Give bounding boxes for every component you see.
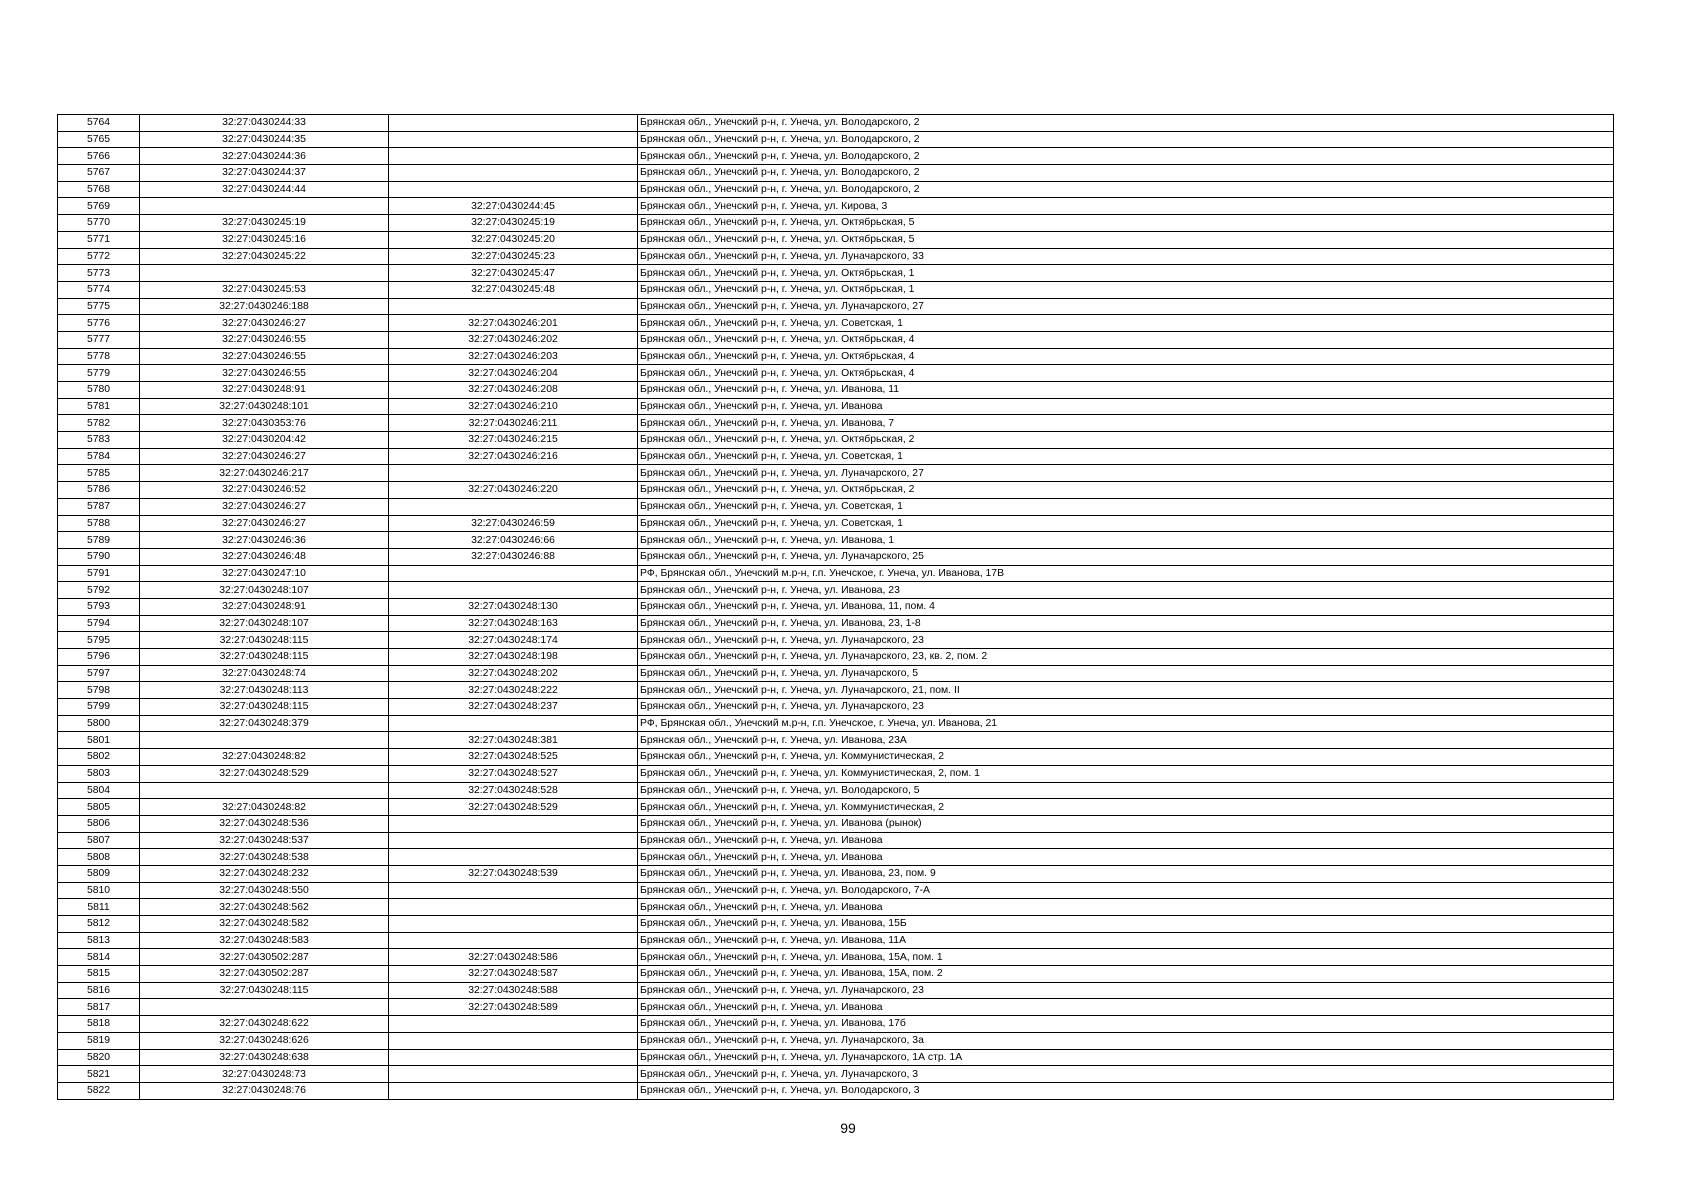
related-cadastral-number-cell: 32:27:0430248:163: [389, 615, 638, 632]
address-cell: Брянская обл., Унечский р-н, г. Унеча, ул. Иванова, 23А: [638, 732, 1614, 749]
row-number-cell: 5773: [58, 265, 140, 282]
address-cell: Брянская обл., Унечский р-н, г. Унеча, ул. Коммунистическая, 2: [638, 749, 1614, 766]
registry-table-body: [58, 115, 1614, 1100]
table-row: [58, 231, 1614, 248]
cadastral-number-cell: 32:27:0430248:115: [140, 699, 389, 716]
related-cadastral-number-cell: 32:27:0430244:45: [389, 198, 638, 215]
table-row: [58, 281, 1614, 298]
row-number-cell: 5780: [58, 382, 140, 399]
table-row: [58, 582, 1614, 599]
cadastral-number-cell: 32:27:0430248:101: [140, 398, 389, 415]
address-cell: Брянская обл., Унечский р-н, г. Унеча, ул. Луначарского, 27: [638, 298, 1614, 315]
table-row: [58, 932, 1614, 949]
row-number-cell: 5774: [58, 281, 140, 298]
related-cadastral-number-cell: [389, 565, 638, 582]
address-cell: Брянская обл., Унечский р-н, г. Унеча, ул. Иванова, 17б: [638, 1016, 1614, 1033]
row-number-cell: 5765: [58, 131, 140, 148]
related-cadastral-number-cell: [389, 932, 638, 949]
table-row: [58, 148, 1614, 165]
address-cell: Брянская обл., Унечский р-н, г. Унеча, ул. Иванова, 7: [638, 415, 1614, 432]
table-row: [58, 1049, 1614, 1066]
address-cell: Брянская обл., Унечский р-н, г. Унеча, ул. Луначарского, 3: [638, 1066, 1614, 1083]
address-cell: Брянская обл., Унечский р-н, г. Унеча, ул. Луначарского, 21, пом. II: [638, 682, 1614, 699]
address-cell: Брянская обл., Унечский р-н, г. Унеча, ул. Иванова, 15А, пом. 1: [638, 949, 1614, 966]
cadastral-number-cell: [140, 732, 389, 749]
table-row: [58, 765, 1614, 782]
cadastral-number-cell: 32:27:0430248:107: [140, 615, 389, 632]
row-number-cell: 5768: [58, 181, 140, 198]
related-cadastral-number-cell: 32:27:0430246:220: [389, 482, 638, 499]
cadastral-number-cell: 32:27:0430245:16: [140, 231, 389, 248]
cadastral-number-cell: 32:27:0430248:538: [140, 849, 389, 866]
table-row: [58, 482, 1614, 499]
related-cadastral-number-cell: 32:27:0430246:201: [389, 315, 638, 332]
table-row: [58, 1082, 1614, 1099]
cadastral-number-cell: 32:27:0430246:36: [140, 532, 389, 549]
address-cell: Брянская обл., Унечский р-н, г. Унеча, ул. Луначарского, 1А стр. 1А: [638, 1049, 1614, 1066]
address-cell: Брянская обл., Унечский р-н, г. Унеча, ул. Советская, 1: [638, 315, 1614, 332]
table-row: [58, 298, 1614, 315]
address-cell: Брянская обл., Унечский р-н, г. Унеча, ул. Октябрьская, 2: [638, 432, 1614, 449]
table-row: [58, 649, 1614, 666]
table-row: [58, 715, 1614, 732]
table-row: [58, 432, 1614, 449]
related-cadastral-number-cell: [389, 148, 638, 165]
table-row: [58, 799, 1614, 816]
address-cell: Брянская обл., Унечский р-н, г. Унеча, ул. Иванова, 11: [638, 382, 1614, 399]
table-row: [58, 248, 1614, 265]
row-number-cell: 5771: [58, 231, 140, 248]
related-cadastral-number-cell: 32:27:0430246:203: [389, 348, 638, 365]
related-cadastral-number-cell: [389, 815, 638, 832]
cadastral-number-cell: 32:27:0430248:115: [140, 982, 389, 999]
related-cadastral-number-cell: 32:27:0430248:586: [389, 949, 638, 966]
address-cell: Брянская обл., Унечский р-н, г. Унеча, ул. Октябрьская, 4: [638, 348, 1614, 365]
related-cadastral-number-cell: 32:27:0430248:222: [389, 682, 638, 699]
cadastral-number-cell: 32:27:0430245:19: [140, 215, 389, 232]
address-cell: Брянская обл., Унечский р-н, г. Унеча, ул. Володарского, 2: [638, 131, 1614, 148]
address-cell: Брянская обл., Унечский р-н, г. Унеча, ул. Луначарского, 23: [638, 982, 1614, 999]
table-row: [58, 632, 1614, 649]
cadastral-number-cell: 32:27:0430248:82: [140, 799, 389, 816]
address-cell: Брянская обл., Унечский р-н, г. Унеча, ул. Советская, 1: [638, 515, 1614, 532]
related-cadastral-number-cell: [389, 715, 638, 732]
table-row: [58, 966, 1614, 983]
cadastral-number-cell: 32:27:0430248:74: [140, 665, 389, 682]
cadastral-number-cell: 32:27:0430248:536: [140, 815, 389, 832]
address-cell: Брянская обл., Унечский р-н, г. Унеча, ул. Коммунистическая, 2: [638, 799, 1614, 816]
row-number-cell: 5821: [58, 1066, 140, 1083]
registry-table: [57, 114, 1614, 1100]
cadastral-number-cell: 32:27:0430248:537: [140, 832, 389, 849]
row-number-cell: 5820: [58, 1049, 140, 1066]
address-cell: РФ, Брянская обл., Унечский м.р-н, г.п. Унечское, г. Унеча, ул. Иванова, 21: [638, 715, 1614, 732]
row-number-cell: 5788: [58, 515, 140, 532]
row-number-cell: 5781: [58, 398, 140, 415]
cadastral-number-cell: 32:27:0430248:379: [140, 715, 389, 732]
cadastral-number-cell: 32:27:0430246:55: [140, 348, 389, 365]
row-number-cell: 5799: [58, 699, 140, 716]
table-row: [58, 815, 1614, 832]
table-row: [58, 832, 1614, 849]
related-cadastral-number-cell: 32:27:0430246:202: [389, 331, 638, 348]
row-number-cell: 5775: [58, 298, 140, 315]
address-cell: Брянская обл., Унечский р-н, г. Унеча, ул. Луначарского, 3а: [638, 1032, 1614, 1049]
table-row: [58, 598, 1614, 615]
row-number-cell: 5772: [58, 248, 140, 265]
address-cell: Брянская обл., Унечский р-н, г. Унеча, ул. Иванова, 11, пом. 4: [638, 598, 1614, 615]
table-row: [58, 565, 1614, 582]
cadastral-number-cell: 32:27:0430244:44: [140, 181, 389, 198]
cadastral-number-cell: 32:27:0430244:35: [140, 131, 389, 148]
row-number-cell: 5795: [58, 632, 140, 649]
cadastral-number-cell: 32:27:0430248:529: [140, 765, 389, 782]
related-cadastral-number-cell: 32:27:0430248:529: [389, 799, 638, 816]
cadastral-number-cell: 32:27:0430502:287: [140, 966, 389, 983]
address-cell: Брянская обл., Унечский р-н, г. Унеча, ул. Володарского, 2: [638, 148, 1614, 165]
related-cadastral-number-cell: 32:27:0430246:216: [389, 448, 638, 465]
table-row: [58, 916, 1614, 933]
related-cadastral-number-cell: [389, 298, 638, 315]
row-number-cell: 5802: [58, 749, 140, 766]
related-cadastral-number-cell: 32:27:0430245:19: [389, 215, 638, 232]
cadastral-number-cell: 32:27:0430248:583: [140, 932, 389, 949]
related-cadastral-number-cell: 32:27:0430248:237: [389, 699, 638, 716]
table-row: [58, 982, 1614, 999]
row-number-cell: 5790: [58, 548, 140, 565]
row-number-cell: 5817: [58, 999, 140, 1016]
row-number-cell: 5793: [58, 598, 140, 615]
cadastral-number-cell: [140, 782, 389, 799]
row-number-cell: 5767: [58, 165, 140, 182]
row-number-cell: 5811: [58, 899, 140, 916]
row-number-cell: 5785: [58, 465, 140, 482]
row-number-cell: 5778: [58, 348, 140, 365]
row-number-cell: 5805: [58, 799, 140, 816]
address-cell: Брянская обл., Унечский р-н, г. Унеча, ул. Коммунистическая, 2, пом. 1: [638, 765, 1614, 782]
cadastral-number-cell: 32:27:0430245:53: [140, 281, 389, 298]
cadastral-number-cell: [140, 265, 389, 282]
address-cell: Брянская обл., Унечский р-н, г. Унеча, ул. Луначарского, 23: [638, 632, 1614, 649]
table-row: [58, 1066, 1614, 1083]
table-row: [58, 949, 1614, 966]
related-cadastral-number-cell: [389, 1082, 638, 1099]
related-cadastral-number-cell: [389, 1032, 638, 1049]
related-cadastral-number-cell: 32:27:0430248:528: [389, 782, 638, 799]
row-number-cell: 5808: [58, 849, 140, 866]
address-cell: Брянская обл., Унечский р-н, г. Унеча, ул. Октябрьская, 5: [638, 231, 1614, 248]
cadastral-number-cell: 32:27:0430502:287: [140, 949, 389, 966]
row-number-cell: 5801: [58, 732, 140, 749]
related-cadastral-number-cell: 32:27:0430246:88: [389, 548, 638, 565]
table-row: [58, 532, 1614, 549]
row-number-cell: 5770: [58, 215, 140, 232]
address-cell: Брянская обл., Унечский р-н, г. Унеча, ул. Володарского, 7-А: [638, 882, 1614, 899]
address-cell: Брянская обл., Унечский р-н, г. Унеча, ул. Володарского, 2: [638, 165, 1614, 182]
cadastral-number-cell: 32:27:0430248:107: [140, 582, 389, 599]
table-row: [58, 398, 1614, 415]
cadastral-number-cell: 32:27:0430248:626: [140, 1032, 389, 1049]
related-cadastral-number-cell: 32:27:0430246:204: [389, 365, 638, 382]
table-row: [58, 865, 1614, 882]
related-cadastral-number-cell: [389, 165, 638, 182]
cadastral-number-cell: [140, 999, 389, 1016]
cadastral-number-cell: 32:27:0430246:55: [140, 331, 389, 348]
table-row: [58, 899, 1614, 916]
table-row: [58, 1032, 1614, 1049]
address-cell: Брянская обл., Унечский р-н, г. Унеча, ул. Иванова: [638, 999, 1614, 1016]
address-cell: Брянская обл., Унечский р-н, г. Унеча, ул. Иванова: [638, 832, 1614, 849]
row-number-cell: 5797: [58, 665, 140, 682]
related-cadastral-number-cell: 32:27:0430248:130: [389, 598, 638, 615]
row-number-cell: 5791: [58, 565, 140, 582]
row-number-cell: 5764: [58, 115, 140, 132]
table-row: [58, 265, 1614, 282]
cadastral-number-cell: 32:27:0430246:217: [140, 465, 389, 482]
related-cadastral-number-cell: 32:27:0430246:66: [389, 532, 638, 549]
address-cell: Брянская обл., Унечский р-н, г. Унеча, ул. Луначарского, 27: [638, 465, 1614, 482]
table-row: [58, 131, 1614, 148]
table-row: [58, 198, 1614, 215]
row-number-cell: 5809: [58, 865, 140, 882]
table-row: [58, 331, 1614, 348]
address-cell: Брянская обл., Унечский р-н, г. Унеча, ул. Луначарского, 23, кв. 2, пом. 2: [638, 649, 1614, 666]
related-cadastral-number-cell: [389, 849, 638, 866]
table-row: [58, 882, 1614, 899]
cadastral-number-cell: 32:27:0430246:48: [140, 548, 389, 565]
row-number-cell: 5800: [58, 715, 140, 732]
related-cadastral-number-cell: 32:27:0430246:215: [389, 432, 638, 449]
cadastral-number-cell: 32:27:0430248:550: [140, 882, 389, 899]
cadastral-number-cell: 32:27:0430248:232: [140, 865, 389, 882]
address-cell: Брянская обл., Унечский р-н, г. Унеча, ул. Володарского, 3: [638, 1082, 1614, 1099]
related-cadastral-number-cell: 32:27:0430248:381: [389, 732, 638, 749]
related-cadastral-number-cell: 32:27:0430248:202: [389, 665, 638, 682]
related-cadastral-number-cell: 32:27:0430248:525: [389, 749, 638, 766]
related-cadastral-number-cell: 32:27:0430246:210: [389, 398, 638, 415]
row-number-cell: 5804: [58, 782, 140, 799]
cadastral-number-cell: 32:27:0430246:55: [140, 365, 389, 382]
cadastral-number-cell: 32:27:0430247:10: [140, 565, 389, 582]
cadastral-number-cell: 32:27:0430353:76: [140, 415, 389, 432]
address-cell: Брянская обл., Унечский р-н, г. Унеча, ул. Володарского, 2: [638, 115, 1614, 132]
table-row: [58, 849, 1614, 866]
row-number-cell: 5810: [58, 882, 140, 899]
row-number-cell: 5782: [58, 415, 140, 432]
table-row: [58, 181, 1614, 198]
cadastral-number-cell: [140, 198, 389, 215]
address-cell: Брянская обл., Унечский р-н, г. Унеча, ул. Октябрьская, 4: [638, 365, 1614, 382]
address-cell: Брянская обл., Унечский р-н, г. Унеча, ул. Володарского, 2: [638, 181, 1614, 198]
row-number-cell: 5786: [58, 482, 140, 499]
table-row: [58, 515, 1614, 532]
address-cell: Брянская обл., Унечский р-н, г. Унеча, ул. Луначарского, 33: [638, 248, 1614, 265]
row-number-cell: 5803: [58, 765, 140, 782]
cadastral-number-cell: 32:27:0430246:27: [140, 498, 389, 515]
address-cell: Брянская обл., Унечский р-н, г. Унеча, ул. Иванова, 23, пом. 9: [638, 865, 1614, 882]
table-row: [58, 615, 1614, 632]
related-cadastral-number-cell: [389, 1016, 638, 1033]
address-cell: Брянская обл., Унечский р-н, г. Унеча, ул. Кирова, 3: [638, 198, 1614, 215]
cadastral-number-cell: 32:27:0430248:638: [140, 1049, 389, 1066]
cadastral-number-cell: 32:27:0430248:115: [140, 649, 389, 666]
table-row: [58, 365, 1614, 382]
related-cadastral-number-cell: 32:27:0430245:20: [389, 231, 638, 248]
address-cell: Брянская обл., Унечский р-н, г. Унеча, ул. Луначарского, 5: [638, 665, 1614, 682]
table-row: [58, 699, 1614, 716]
table-row: [58, 999, 1614, 1016]
related-cadastral-number-cell: [389, 582, 638, 599]
cadastral-number-cell: 32:27:0430248:91: [140, 382, 389, 399]
related-cadastral-number-cell: 32:27:0430248:527: [389, 765, 638, 782]
related-cadastral-number-cell: 32:27:0430248:198: [389, 649, 638, 666]
cadastral-number-cell: 32:27:0430248:91: [140, 598, 389, 615]
cadastral-number-cell: 32:27:0430246:27: [140, 448, 389, 465]
table-row: [58, 682, 1614, 699]
address-cell: Брянская обл., Унечский р-н, г. Унеча, ул. Советская, 1: [638, 448, 1614, 465]
row-number-cell: 5779: [58, 365, 140, 382]
page-number: 99: [840, 1120, 856, 1136]
table-row: [58, 782, 1614, 799]
row-number-cell: 5798: [58, 682, 140, 699]
table-row: [58, 465, 1614, 482]
related-cadastral-number-cell: [389, 131, 638, 148]
table-row: [58, 348, 1614, 365]
cadastral-number-cell: 32:27:0430248:622: [140, 1016, 389, 1033]
row-number-cell: 5815: [58, 966, 140, 983]
cadastral-number-cell: 32:27:0430248:82: [140, 749, 389, 766]
cadastral-number-cell: 32:27:0430248:562: [140, 899, 389, 916]
related-cadastral-number-cell: 32:27:0430248:588: [389, 982, 638, 999]
address-cell: Брянская обл., Унечский р-н, г. Унеча, ул. Иванова (рынок): [638, 815, 1614, 832]
row-number-cell: 5796: [58, 649, 140, 666]
row-number-cell: 5819: [58, 1032, 140, 1049]
row-number-cell: 5766: [58, 148, 140, 165]
related-cadastral-number-cell: [389, 832, 638, 849]
address-cell: Брянская обл., Унечский р-н, г. Унеча, ул. Советская, 1: [638, 498, 1614, 515]
related-cadastral-number-cell: 32:27:0430245:23: [389, 248, 638, 265]
related-cadastral-number-cell: [389, 465, 638, 482]
address-cell: Брянская обл., Унечский р-н, г. Унеча, ул. Иванова, 15А, пом. 2: [638, 966, 1614, 983]
cadastral-number-cell: 32:27:0430204:42: [140, 432, 389, 449]
row-number-cell: 5787: [58, 498, 140, 515]
row-number-cell: 5813: [58, 932, 140, 949]
cadastral-number-cell: 32:27:0430244:36: [140, 148, 389, 165]
cadastral-number-cell: 32:27:0430245:22: [140, 248, 389, 265]
address-cell: Брянская обл., Унечский р-н, г. Унеча, ул. Октябрьская, 1: [638, 281, 1614, 298]
address-cell: Брянская обл., Унечский р-н, г. Унеча, ул. Володарского, 5: [638, 782, 1614, 799]
table-row: [58, 732, 1614, 749]
row-number-cell: 5792: [58, 582, 140, 599]
related-cadastral-number-cell: [389, 916, 638, 933]
cadastral-number-cell: 32:27:0430248:582: [140, 916, 389, 933]
row-number-cell: 5784: [58, 448, 140, 465]
table-row: [58, 665, 1614, 682]
related-cadastral-number-cell: [389, 498, 638, 515]
row-number-cell: 5776: [58, 315, 140, 332]
row-number-cell: 5818: [58, 1016, 140, 1033]
table-row: [58, 1016, 1614, 1033]
address-cell: РФ, Брянская обл., Унечский м.р-н, г.п. Унечское, г. Унеча, ул. Иванова, 17В: [638, 565, 1614, 582]
address-cell: Брянская обл., Унечский р-н, г. Унеча, ул. Иванова, 15Б: [638, 916, 1614, 933]
related-cadastral-number-cell: [389, 882, 638, 899]
related-cadastral-number-cell: 32:27:0430248:539: [389, 865, 638, 882]
address-cell: Брянская обл., Унечский р-н, г. Унеча, ул. Иванова, 23, 1-8: [638, 615, 1614, 632]
related-cadastral-number-cell: 32:27:0430245:47: [389, 265, 638, 282]
row-number-cell: 5783: [58, 432, 140, 449]
row-number-cell: 5789: [58, 532, 140, 549]
cadastral-number-cell: 32:27:0430246:27: [140, 315, 389, 332]
address-cell: Брянская обл., Унечский р-н, г. Унеча, ул. Иванова: [638, 398, 1614, 415]
table-row: [58, 548, 1614, 565]
table-row: [58, 749, 1614, 766]
table-row: [58, 415, 1614, 432]
related-cadastral-number-cell: 32:27:0430248:589: [389, 999, 638, 1016]
table-row: [58, 315, 1614, 332]
table-row: [58, 215, 1614, 232]
related-cadastral-number-cell: 32:27:0430245:48: [389, 281, 638, 298]
table-row: [58, 382, 1614, 399]
address-cell: Брянская обл., Унечский р-н, г. Унеча, ул. Иванова: [638, 899, 1614, 916]
row-number-cell: 5806: [58, 815, 140, 832]
row-number-cell: 5814: [58, 949, 140, 966]
row-number-cell: 5777: [58, 331, 140, 348]
related-cadastral-number-cell: [389, 181, 638, 198]
cadastral-number-cell: 32:27:0430248:76: [140, 1082, 389, 1099]
related-cadastral-number-cell: [389, 899, 638, 916]
cadastral-number-cell: 32:27:0430248:73: [140, 1066, 389, 1083]
related-cadastral-number-cell: 32:27:0430248:174: [389, 632, 638, 649]
address-cell: Брянская обл., Унечский р-н, г. Унеча, ул. Иванова, 11А: [638, 932, 1614, 949]
table-row: [58, 115, 1614, 132]
cadastral-number-cell: 32:27:0430246:52: [140, 482, 389, 499]
row-number-cell: 5807: [58, 832, 140, 849]
related-cadastral-number-cell: 32:27:0430248:587: [389, 966, 638, 983]
related-cadastral-number-cell: [389, 1049, 638, 1066]
cadastral-number-cell: 32:27:0430244:33: [140, 115, 389, 132]
row-number-cell: 5794: [58, 615, 140, 632]
related-cadastral-number-cell: 32:27:0430246:59: [389, 515, 638, 532]
address-cell: Брянская обл., Унечский р-н, г. Унеча, ул. Октябрьская, 1: [638, 265, 1614, 282]
address-cell: Брянская обл., Унечский р-н, г. Унеча, ул. Октябрьская, 2: [638, 482, 1614, 499]
table-row: [58, 448, 1614, 465]
related-cadastral-number-cell: [389, 115, 638, 132]
address-cell: Брянская обл., Унечский р-н, г. Унеча, ул. Иванова, 1: [638, 532, 1614, 549]
address-cell: Брянская обл., Унечский р-н, г. Унеча, ул. Луначарского, 25: [638, 548, 1614, 565]
related-cadastral-number-cell: [389, 1066, 638, 1083]
row-number-cell: 5812: [58, 916, 140, 933]
address-cell: Брянская обл., Унечский р-н, г. Унеча, ул. Октябрьская, 5: [638, 215, 1614, 232]
address-cell: Брянская обл., Унечский р-н, г. Унеча, ул. Иванова: [638, 849, 1614, 866]
table-row: [58, 498, 1614, 515]
cadastral-number-cell: 32:27:0430246:27: [140, 515, 389, 532]
cadastral-number-cell: 32:27:0430248:115: [140, 632, 389, 649]
row-number-cell: 5816: [58, 982, 140, 999]
related-cadastral-number-cell: 32:27:0430246:208: [389, 382, 638, 399]
row-number-cell: 5769: [58, 198, 140, 215]
related-cadastral-number-cell: 32:27:0430246:211: [389, 415, 638, 432]
row-number-cell: 5822: [58, 1082, 140, 1099]
cadastral-number-cell: 32:27:0430244:37: [140, 165, 389, 182]
cadastral-number-cell: 32:27:0430248:113: [140, 682, 389, 699]
address-cell: Брянская обл., Унечский р-н, г. Унеча, ул. Иванова, 23: [638, 582, 1614, 599]
cadastral-number-cell: 32:27:0430246:188: [140, 298, 389, 315]
table-row: [58, 165, 1614, 182]
address-cell: Брянская обл., Унечский р-н, г. Унеча, ул. Октябрьская, 4: [638, 331, 1614, 348]
address-cell: Брянская обл., Унечский р-н, г. Унеча, ул. Луначарского, 23: [638, 699, 1614, 716]
